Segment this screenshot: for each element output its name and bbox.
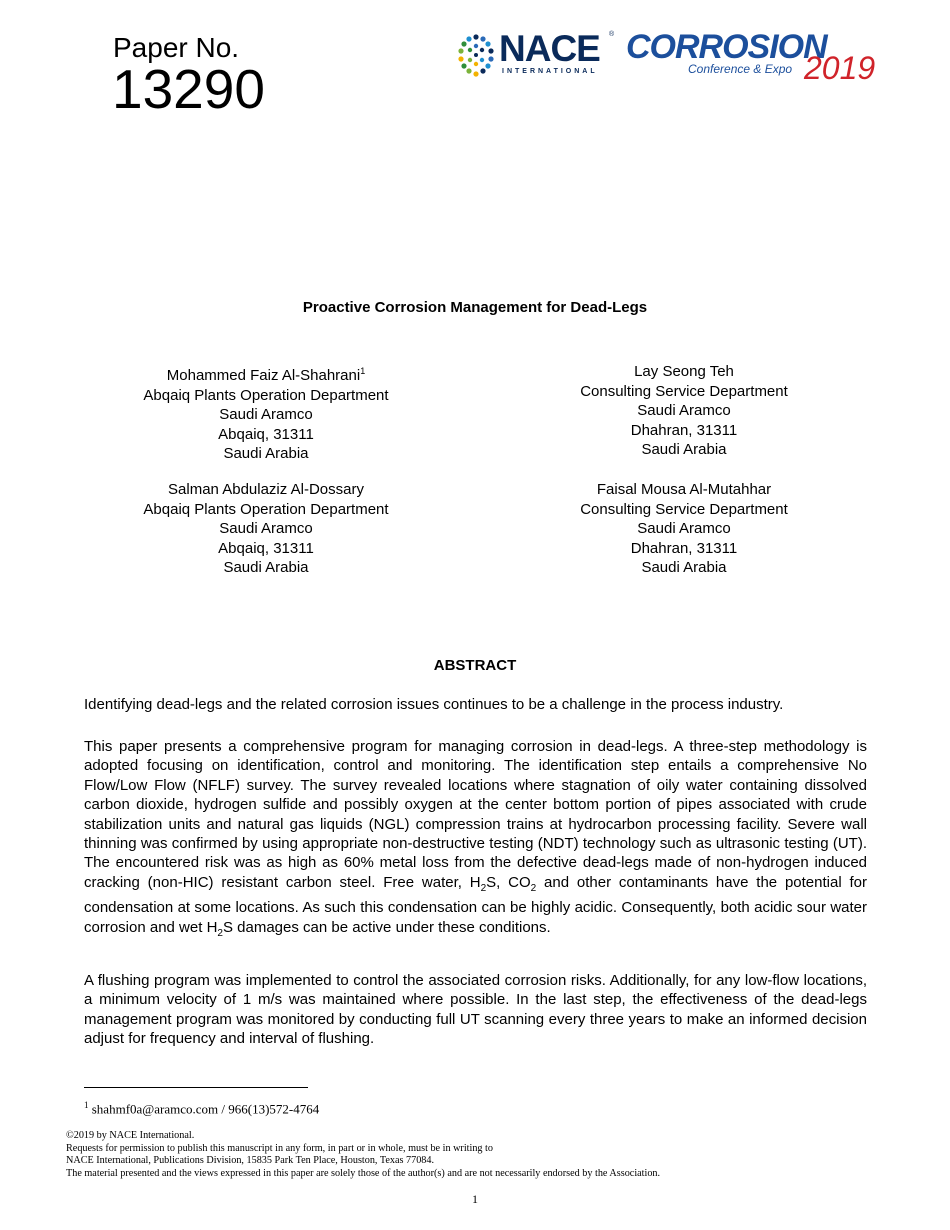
- subscript: 2: [530, 882, 537, 894]
- subscript: 2: [480, 882, 487, 894]
- author-country: Saudi Arabia: [641, 559, 727, 577]
- author-department: Abqaiq Plants Operation Department: [143, 386, 389, 404]
- footnote-mark: 1: [360, 366, 366, 376]
- copyright-line: NACE International, Publications Division, 15835 Park Ten Place, Houston, Texas 77084.: [66, 1155, 435, 1167]
- copyright-line: Requests for permission to publish this manuscript in any form, in part or in whole, must be in writing to: [66, 1142, 493, 1154]
- footnote: [84, 1097, 319, 1117]
- author-country: Saudi Arabia: [223, 559, 309, 577]
- author-company: Saudi Aramco: [219, 406, 313, 424]
- copyright-line: The material presented and the views expressed in this paper are solely those of the author(s) and are not necessarily endorsed by the Association.: [66, 1167, 661, 1179]
- registered-mark: ®: [609, 31, 615, 38]
- copyright-line: ©2019 by NACE International.: [66, 1130, 195, 1141]
- nace-globe-emblem-icon: [454, 33, 498, 79]
- author-name: Faisal Mousa Al-Mutahhar: [596, 481, 772, 498]
- nace-sub-wordmark: INTERNATIONAL: [502, 68, 598, 75]
- author-block: [76, 480, 456, 578]
- author-block: [494, 480, 874, 578]
- author-city: Dhahran, 31311: [630, 539, 738, 557]
- author-block: [494, 362, 874, 460]
- paper-number-label: Paper No.: [113, 32, 240, 63]
- author-city: Abqaiq, 31311: [218, 539, 314, 557]
- page-number: 1: [472, 1192, 478, 1206]
- nace-wordmark: NACE: [499, 28, 600, 69]
- paper-title: Proactive Corrosion Management for Dead-Legs: [302, 299, 648, 316]
- abstract-paragraph: This paper presents a comprehensive program for managing corrosion in dead-legs. A three-step methodology is adopted focusing on identification, control and monitoring. The identification step entails a comprehensive No Flow/Low Flow (NFLF) survey. The survey revealed locations where stagnation of oily water containing dissolved carbon dioxide, hydrogen sulfide and possibly oxygen at the center bottom portion of pipes associated with crude stabilization units and natural gas liquids (NGL) compression trains at hydrocarbon processing facility. Severe wall thinning was confirmed by using appropriate non-destructive testing (NDT) technology such as ultrasonic testing (UT). The encountered risk was as high as 60% metal loss from the defective dead-legs made of non-hydrogen induced cracking (non-HIC) resistant carbon steel. Free water, $H_2S$, $CO_2$ and other contaminants have the potential for condensation at some locations. As such this condensation can be highly acidic. Consequently, both acidic sour water corrosion and wet $H_2S$ damages can be active under these conditions.: [84, 738, 867, 939]
- author-company: Saudi Aramco: [219, 520, 313, 538]
- author-name: Mohammed Faiz Al-Shahrani$^1$: [166, 366, 366, 384]
- author-department: Consulting Service Department: [580, 382, 788, 400]
- nace-logo: [454, 28, 615, 79]
- subscript: 2: [217, 927, 223, 939]
- abstract-paragraph: A flushing program was implemented to control the associated corrosion risks. Additionally, for any low-flow locations, a minimum velocity of 1 m/s was maintained where possible. In the last step, the effectiveness of the dead-legs management program was monitored by conducting full UT scanning every three years to make an informed decision adjust for frequency and interval of flushing.: [84, 972, 867, 1048]
- conference-expo-label: Conference & Expo: [688, 62, 793, 76]
- author-country: Saudi Arabia: [641, 441, 727, 459]
- author-department: Consulting Service Department: [580, 500, 788, 518]
- conference-year: 2019: [804, 50, 876, 86]
- footnote-text: shahmf0a@aramco.com / 966(13)572-4764: [91, 1101, 320, 1117]
- author-name: Salman Abdulaziz Al-Dossary: [168, 481, 364, 498]
- author-city: Dhahran, 31311: [630, 421, 738, 439]
- footnote-mark: 1: [84, 1100, 89, 1110]
- corrosion-conference-logo: [626, 28, 882, 87]
- author-city: Abqaiq, 31311: [218, 425, 314, 443]
- author-department: Abqaiq Plants Operation Department: [143, 500, 389, 518]
- author-country: Saudi Arabia: [223, 445, 309, 463]
- author-company: Saudi Aramco: [637, 520, 731, 538]
- author-block: [76, 362, 456, 464]
- abstract-paragraph: Identifying dead-legs and the related corrosion issues continues to be a challenge in the process industry.: [84, 696, 784, 713]
- author-company: Saudi Aramco: [637, 402, 731, 420]
- corrosion-wordmark: CORROSION: [626, 28, 827, 66]
- copyright-notice: [66, 1130, 660, 1180]
- footnote-divider: [84, 1087, 308, 1088]
- abstract-heading: ABSTRACT: [433, 657, 517, 674]
- author-name: Lay Seong Teh: [634, 363, 734, 380]
- paper-number: 13290: [112, 58, 265, 120]
